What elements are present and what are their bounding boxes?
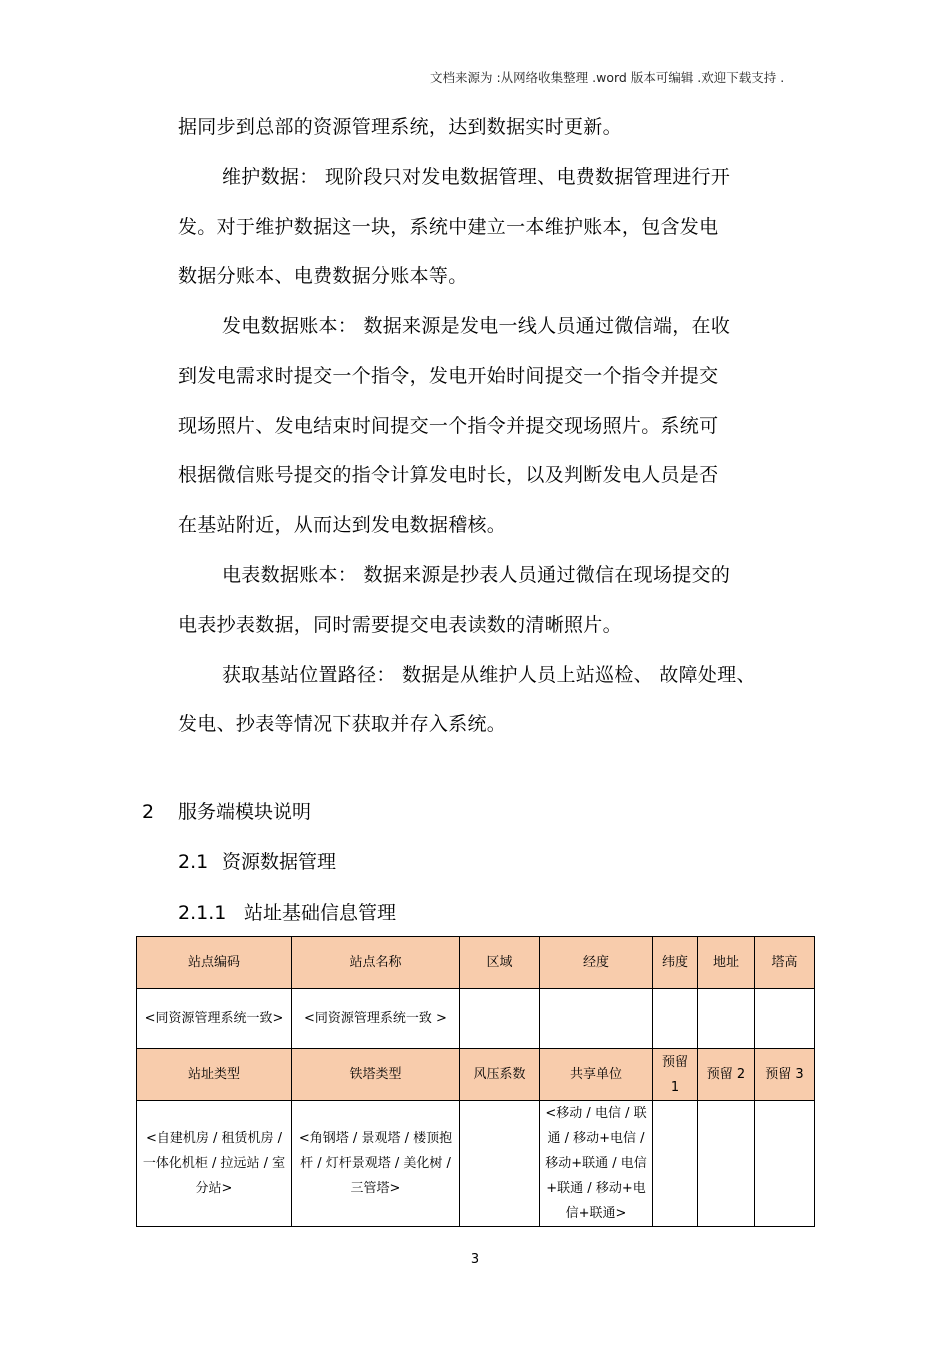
table-header-cell: 经度	[540, 937, 653, 989]
section-heading-2-1	[178, 850, 336, 874]
table-cell: <自建机房 / 租赁机房 / 一体化机柜 / 拉远站 / 室分站>	[137, 1101, 292, 1227]
section-number: 2	[142, 801, 155, 823]
section-number: 2.1.1	[178, 902, 227, 924]
table-header-cell: 站址类型	[137, 1049, 292, 1101]
paragraph-line: 获取基站位置路径： 数据是从维护人员上站巡检、 故障处理、	[222, 664, 756, 686]
table-header-cell: 站点编码	[137, 937, 292, 989]
paragraph-line: 根据微信账号提交的指令计算发电时长，以及判断发电人员是否	[178, 464, 719, 486]
section-title: 服务端模块说明	[178, 801, 312, 823]
paragraph-line: 现场照片、发电结束时间提交一个指令并提交现场照片。系统可	[178, 415, 719, 437]
table-row	[137, 989, 815, 1049]
table-header-cell: 预留 1	[653, 1049, 698, 1101]
table-header-cell: 共享单位	[540, 1049, 653, 1101]
section-heading-2	[142, 800, 311, 824]
paragraph-line: 到发电需求时提交一个指令，发电开始时间提交一个指令并提交	[178, 365, 719, 387]
table-cell	[653, 1101, 698, 1227]
table-header-row	[137, 1049, 815, 1101]
table-header-cell: 纬度	[653, 937, 698, 989]
paragraph-line: 电表数据账本： 数据来源是抄表人员通过微信在现场提交的	[222, 564, 731, 586]
table-header-cell: 铁塔类型	[292, 1049, 460, 1101]
table-cell	[755, 989, 815, 1049]
section-title: 站址基础信息管理	[244, 902, 397, 924]
table-header-cell: 预留 3	[755, 1049, 815, 1101]
table-header-cell: 地址	[698, 937, 755, 989]
table-cell: <同资源管理系统一致 >	[292, 989, 460, 1049]
paragraph-line: 电表抄表数据，同时需要提交电表读数的清晰照片。	[178, 614, 622, 636]
table-header-cell: 区域	[460, 937, 540, 989]
table-row	[137, 1101, 815, 1227]
paragraph-line: 据同步到总部的资源管理系统，达到数据实时更新。	[178, 116, 622, 138]
table-cell	[653, 989, 698, 1049]
paragraph-line: 在基站附近，从而达到发电数据稽核。	[178, 514, 507, 536]
table-cell	[698, 1101, 755, 1227]
site-info-table	[136, 936, 815, 1227]
paragraph-line: 数据分账本、电费数据分账本等。	[178, 265, 468, 287]
table-cell: <移动 / 电信 / 联通 / 移动+电信 / 移动+联通 / 电信+联通 / 移动+电信+联通>	[540, 1101, 653, 1227]
table-header-row	[137, 937, 815, 989]
page-number: 3	[470, 1252, 480, 1267]
table-header-cell: 预留 2	[698, 1049, 755, 1101]
table-cell	[460, 1101, 540, 1227]
table-header-cell: 风压系数	[460, 1049, 540, 1101]
header-note: 文档来源为 :从网络收集整理 .word 版本可编辑 .欢迎下载支持 .	[430, 70, 785, 85]
table-cell	[698, 989, 755, 1049]
section-heading-2-1-1	[178, 901, 396, 925]
table-cell	[460, 989, 540, 1049]
paragraph-line: 发。对于维护数据这一块，系统中建立一本维护账本，包含发电	[178, 216, 719, 238]
table-cell: <角钢塔 / 景观塔 / 楼顶抱杆 / 灯杆景观塔 / 美化树 / 三管塔>	[292, 1101, 460, 1227]
paragraph-line: 维护数据： 现阶段只对发电数据管理、电费数据管理进行开	[222, 166, 731, 188]
section-title: 资源数据管理	[222, 851, 337, 873]
table-header-cell: 站点名称	[292, 937, 460, 989]
table-cell: <同资源管理系统一致>	[137, 989, 292, 1049]
table-cell	[540, 989, 653, 1049]
table-cell	[755, 1101, 815, 1227]
paragraph-line: 发电数据账本： 数据来源是发电一线人员通过微信端，在收	[222, 315, 731, 337]
table-header-cell: 塔高	[755, 937, 815, 989]
section-number: 2.1	[178, 851, 209, 873]
paragraph-line: 发电、抄表等情况下获取并存入系统。	[178, 713, 507, 735]
